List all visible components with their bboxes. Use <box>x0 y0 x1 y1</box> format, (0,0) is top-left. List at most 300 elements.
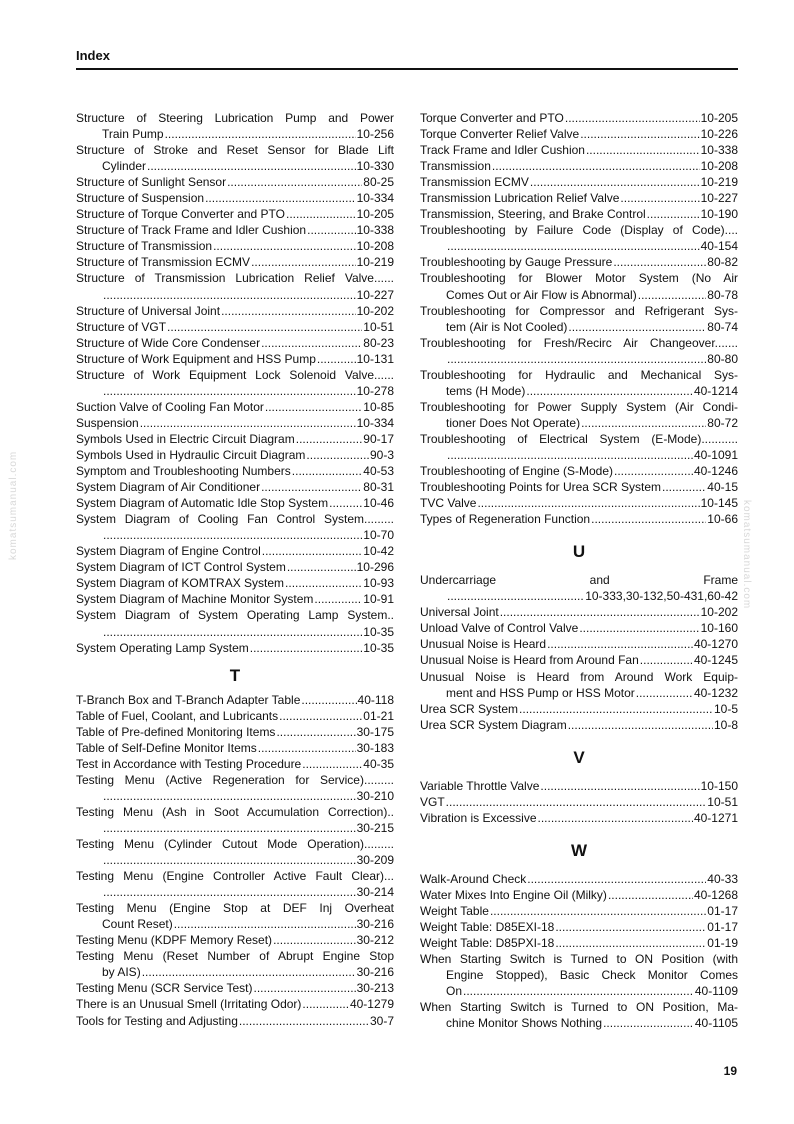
entry-page: 40-1246 <box>693 464 738 479</box>
entry-page: 40-1271 <box>693 810 738 825</box>
entry-page: 40-1245 <box>693 653 738 668</box>
entry-title: Structure of Stroke and Reset Sensor for Blade Lift <box>76 143 394 158</box>
dot-leader <box>640 652 693 668</box>
index-entry <box>76 206 394 222</box>
dot-leader <box>147 158 356 174</box>
index-entry-line <box>76 980 394 996</box>
index-entry-line <box>420 287 738 303</box>
dot-leader <box>580 126 699 142</box>
entry-page: 10-227 <box>700 191 738 206</box>
index-entry <box>76 772 394 804</box>
index-entry-line <box>420 495 738 511</box>
index-entry <box>76 932 394 948</box>
index-entry <box>76 351 394 367</box>
index-entry <box>420 174 738 190</box>
index-entry-line <box>420 701 738 717</box>
index-entry-line <box>76 916 394 932</box>
dot-leader <box>329 495 362 511</box>
dot-leader <box>302 756 362 772</box>
dot-leader <box>142 964 356 980</box>
entry-title: Testing Menu (Reset Number of Abrupt Engine Stop <box>76 949 394 964</box>
entry-title: Water Mixes Into Engine Oil (Milky) <box>420 887 607 902</box>
index-entry <box>76 836 394 868</box>
entry-title: Structure of Universal Joint <box>76 303 221 318</box>
section-heading-u: U <box>572 542 586 562</box>
entry-title: Universal Joint <box>420 605 499 620</box>
entry-title: Weight Table: D85EXI-18 <box>420 919 555 934</box>
dot-leader <box>490 903 706 919</box>
index-entry <box>76 900 394 932</box>
index-entry-line <box>420 511 738 527</box>
entry-title: TVC Valve <box>420 496 477 511</box>
dot-leader <box>250 640 363 656</box>
entry-title: Unusual Noise is Heard <box>420 637 547 652</box>
entry-title: Table of Self-Define Monitor Items <box>76 740 257 755</box>
index-entry-line <box>420 383 738 399</box>
header-rule <box>76 68 738 70</box>
dot-leader <box>279 708 362 724</box>
index-entry <box>420 511 738 527</box>
entry-title: chine Monitor Shows Nothing <box>446 1016 603 1031</box>
dot-leader <box>540 778 699 794</box>
entry-page: 10-46 <box>363 496 394 511</box>
index-entry-line <box>76 335 394 351</box>
index-group-s <box>76 110 394 656</box>
index-entry <box>420 717 738 733</box>
index-entry <box>420 335 738 367</box>
entry-page: 80-80 <box>707 351 738 366</box>
entry-title: ment and HSS Pump or HSS Motor <box>446 685 635 700</box>
dot-leader <box>500 604 700 620</box>
entry-title: Unload Valve of Control Valve <box>420 621 579 636</box>
index-entry-line <box>76 640 394 656</box>
index-entry <box>420 495 738 511</box>
index-entry-line <box>76 724 394 740</box>
index-entry-line <box>420 652 738 668</box>
index-column-left <box>76 110 394 1029</box>
entry-title: T-Branch Box and T-Branch Adapter Table <box>76 692 301 707</box>
index-entry-line <box>76 126 394 142</box>
dot-leader <box>296 431 363 447</box>
index-entry <box>420 871 738 887</box>
entry-page: 40-1270 <box>693 637 738 652</box>
dot-leader <box>662 479 706 495</box>
index-entry-line <box>76 431 394 447</box>
entry-page: 10-330 <box>356 159 394 174</box>
entry-page: 10-333,30-132,50-431,60-42 <box>585 589 738 604</box>
entry-page: 30-213 <box>356 981 394 996</box>
index-entry <box>420 479 738 495</box>
dot-leader <box>608 887 693 903</box>
dot-leader <box>581 415 706 431</box>
index-entry-line <box>420 254 738 270</box>
index-entry-line <box>76 591 394 607</box>
index-entry-line <box>420 238 738 254</box>
index-entry <box>420 794 738 810</box>
index-entry <box>420 604 738 620</box>
entry-page: 80-74 <box>707 319 738 334</box>
index-entry-line <box>420 983 738 999</box>
index-entry-line <box>420 158 738 174</box>
entry-page: 90-17 <box>363 431 394 446</box>
dot-leader <box>636 685 693 701</box>
entry-page: 10-190 <box>700 207 738 222</box>
entry-title: Types of Regeneration Function <box>420 512 591 527</box>
entry-page: 01-17 <box>707 919 738 934</box>
entry-title: Troubleshooting for Power Supply System (Air Condi- <box>420 399 738 414</box>
entry-title: System Diagram of Air Conditioner <box>76 480 261 495</box>
dot-leader <box>526 383 693 399</box>
entry-page: 30-216 <box>356 917 394 932</box>
dot-leader <box>519 701 713 717</box>
index-entry-line <box>76 575 394 591</box>
dot-leader <box>614 463 693 479</box>
index-entry <box>76 559 394 575</box>
dot-leader <box>174 916 356 932</box>
index-group-v <box>420 778 738 826</box>
entry-title: Undercarriage and Frame <box>420 573 738 588</box>
entry-title: Transmission <box>420 159 491 174</box>
entry-page: 40-35 <box>363 756 394 771</box>
dot-leader <box>302 996 349 1012</box>
index-entry <box>420 935 738 951</box>
entry-title: Testing Menu (SCR Service Test) <box>76 981 253 996</box>
dot-leader <box>258 740 356 756</box>
entry-title: There is an Unusual Smell (Irritating Odor) <box>76 997 302 1012</box>
index-entry <box>76 447 394 463</box>
entry-title: Testing Menu (Engine Controller Active Fault Clear)... <box>76 869 394 884</box>
entry-title: Troubleshooting for Fresh/Recirc Air Changeover....... <box>420 335 738 350</box>
entry-page: 10-5 <box>713 701 738 716</box>
index-entry <box>76 692 394 708</box>
entry-page: 30-212 <box>356 933 394 948</box>
entry-page: 10-42 <box>363 544 394 559</box>
index-entry <box>76 511 394 543</box>
index-entry-line <box>76 820 394 836</box>
entry-title: Structure of Transmission ECMV <box>76 255 251 270</box>
entry-page: 30-216 <box>356 965 394 980</box>
index-entry <box>76 980 394 996</box>
index-entry-line <box>420 887 738 903</box>
index-entry-line <box>420 463 738 479</box>
index-entry <box>76 724 394 740</box>
index-entry <box>420 367 738 399</box>
entry-page: 01-19 <box>707 936 738 951</box>
index-entry <box>76 948 394 980</box>
entry-page: 10-202 <box>700 605 738 620</box>
dot-leader <box>446 794 707 810</box>
entry-page: 40-33 <box>707 871 738 886</box>
entry-title: Urea SCR System Diagram <box>420 717 567 732</box>
dot-leader <box>292 463 363 479</box>
entry-page: 90-3 <box>369 447 394 462</box>
dot-leader <box>586 142 700 158</box>
dot-leader <box>286 206 356 222</box>
dot-leader <box>527 871 706 887</box>
section-heading-t: T <box>229 665 241 685</box>
index-entry-line <box>420 479 738 495</box>
index-entry-line <box>420 415 738 431</box>
index-entry <box>76 804 394 836</box>
entry-page: 40-53 <box>363 464 394 479</box>
index-entry-line <box>76 479 394 495</box>
entry-page: 10-334 <box>356 415 394 430</box>
entry-page: 10-208 <box>356 239 394 254</box>
dot-leader <box>103 527 362 543</box>
entry-title: Comes Out or Air Flow is Abnormal) <box>446 287 637 302</box>
entry-page: 10-66 <box>707 512 738 527</box>
index-entry-line <box>76 447 394 463</box>
entry-page: 01-17 <box>707 903 738 918</box>
entry-title: Weight Table: D85PXI-18 <box>420 936 555 951</box>
index-entry <box>76 142 394 174</box>
entry-page: 80-31 <box>363 480 394 495</box>
index-entry-line <box>76 399 394 415</box>
index-entry-line <box>420 190 738 206</box>
entry-title: Troubleshooting of Electrical System (E-Mode)........... <box>420 431 738 446</box>
dot-leader <box>103 287 356 303</box>
entry-page: 10-296 <box>356 560 394 575</box>
entry-page: 01-21 <box>363 708 394 723</box>
index-entry <box>420 254 738 270</box>
index-entry <box>420 636 738 652</box>
index-entry-line <box>76 788 394 804</box>
dot-leader <box>638 287 707 303</box>
index-entry-line <box>420 1015 738 1031</box>
dot-leader <box>447 238 700 254</box>
entry-title: Track Frame and Idler Cushion <box>420 143 585 158</box>
entry-title: Symbols Used in Hydraulic Circuit Diagram <box>76 447 306 462</box>
index-entry <box>420 652 738 668</box>
index-entry-line <box>420 142 738 158</box>
entry-page: 10-35 <box>363 640 394 655</box>
entry-title: Test in Accordance with Testing Procedure <box>76 756 302 771</box>
entry-page: 40-1105 <box>694 1016 738 1031</box>
index-entry-line <box>76 884 394 900</box>
dot-leader <box>140 415 356 431</box>
dot-leader <box>547 636 693 652</box>
entry-title: Troubleshooting for Compressor and Refrigerant Sys- <box>420 303 738 318</box>
dot-leader <box>463 983 694 999</box>
index-entry <box>76 335 394 351</box>
dot-leader <box>205 190 356 206</box>
index-entry-line <box>420 935 738 951</box>
entry-title: Train Pump <box>102 127 164 142</box>
entry-page: 40-15 <box>707 480 738 495</box>
index-entry-line <box>76 254 394 270</box>
entry-page: 10-334 <box>356 191 394 206</box>
dot-leader <box>265 399 362 415</box>
index-group-w <box>420 871 738 1031</box>
entry-page: 10-145 <box>700 496 738 511</box>
index-group-t-cont <box>420 110 738 527</box>
entry-page: 80-78 <box>707 287 738 302</box>
entry-page: 30-214 <box>356 885 394 900</box>
entry-title: Troubleshooting for Blower Motor System (No Air <box>420 271 738 286</box>
entry-page: 10-219 <box>700 175 738 190</box>
index-entry <box>420 951 738 999</box>
entry-page: 40-1109 <box>694 984 738 999</box>
index-entry <box>76 607 394 639</box>
index-entry-line <box>76 238 394 254</box>
dot-leader <box>103 624 362 640</box>
index-entry <box>420 620 738 636</box>
entry-title: Symptom and Troubleshooting Numbers <box>76 464 291 479</box>
index-entry-line <box>420 620 738 636</box>
entry-page: 10-219 <box>356 255 394 270</box>
index-entry-line <box>76 964 394 980</box>
entry-title: When Starting Switch is Turned to ON Position (with <box>420 952 738 967</box>
index-entry-line <box>76 287 394 303</box>
entry-page: 10-226 <box>700 127 738 142</box>
entry-title: Unusual Noise is Heard from Around Work Equip- <box>420 669 738 684</box>
entry-page: 10-8 <box>713 717 738 732</box>
index-entry <box>76 270 394 302</box>
index-column-right <box>420 110 738 1031</box>
watermark-right: komatsumanual.com <box>741 500 752 610</box>
index-entry-line <box>420 636 738 652</box>
index-entry-line <box>76 527 394 543</box>
index-entry <box>420 463 738 479</box>
index-entry <box>76 254 394 270</box>
index-entry <box>76 463 394 479</box>
dot-leader <box>227 174 362 190</box>
dot-leader <box>167 319 362 335</box>
dot-leader <box>555 919 706 935</box>
dot-leader <box>492 158 700 174</box>
index-entry <box>420 206 738 222</box>
entry-title: When Starting Switch is Turned to ON Position, Ma- <box>420 1000 738 1015</box>
dot-leader <box>301 692 356 708</box>
dot-leader <box>530 174 700 190</box>
entry-page: 10-70 <box>363 528 394 543</box>
entry-title: Structure of Transmission <box>76 239 213 254</box>
index-group-t <box>76 692 394 1029</box>
index-entry-line <box>76 740 394 756</box>
entry-page: 80-25 <box>363 175 394 190</box>
dot-leader <box>620 190 699 206</box>
entry-title: Structure of Transmission Lubrication Relief Valve...... <box>76 271 394 286</box>
entry-title: Testing Menu (Engine Stop at DEF Inj Overheat <box>76 901 394 916</box>
entry-page: 10-93 <box>363 576 394 591</box>
entry-title: System Diagram of ICT Control System <box>76 560 286 575</box>
index-entry-line <box>76 932 394 948</box>
dot-leader <box>314 591 362 607</box>
entry-page: 30-215 <box>356 820 394 835</box>
index-entry <box>420 669 738 701</box>
entry-title: Table of Pre-defined Monitoring Items <box>76 724 276 739</box>
section-heading-w: W <box>570 840 588 860</box>
entry-title: Table of Fuel, Coolant, and Lubricants <box>76 708 279 723</box>
index-entry <box>76 543 394 559</box>
index-entry <box>420 810 738 826</box>
dot-leader <box>591 511 706 527</box>
index-entry-line <box>420 903 738 919</box>
index-entry <box>76 399 394 415</box>
entry-title: Torque Converter Relief Valve <box>420 127 580 142</box>
index-entry-line <box>420 319 738 335</box>
entry-title: Structure of Steering Lubrication Pump and Power <box>76 111 394 125</box>
index-entry <box>76 110 394 142</box>
entry-page: 10-91 <box>363 592 394 607</box>
index-entry <box>420 701 738 717</box>
index-entry <box>420 399 738 431</box>
entry-title: Troubleshooting of Engine (S-Mode) <box>420 464 613 479</box>
dot-leader <box>261 479 362 495</box>
index-entry-line <box>76 190 394 206</box>
index-entry-line <box>420 685 738 701</box>
index-entry-line <box>420 794 738 810</box>
index-entry-line <box>76 303 394 319</box>
index-entry <box>76 303 394 319</box>
dot-leader <box>251 254 356 270</box>
entry-title: Urea SCR System <box>420 701 519 716</box>
entry-title: by AIS) <box>102 965 141 980</box>
entry-title: tioner Does Not Operate) <box>446 415 581 430</box>
index-entry-line <box>420 174 738 190</box>
entry-page: 30-175 <box>356 724 394 739</box>
entry-page: 10-51 <box>363 319 394 334</box>
dot-leader <box>254 980 356 996</box>
index-entry-line <box>420 810 738 826</box>
index-entry-line <box>76 996 394 1012</box>
dot-leader <box>477 495 699 511</box>
entry-title: System Diagram of Engine Control <box>76 544 261 559</box>
entry-title: Transmission, Steering, and Brake Control <box>420 207 646 222</box>
index-entry <box>420 222 738 254</box>
index-entry-line <box>76 206 394 222</box>
index-entry <box>76 591 394 607</box>
index-entry <box>420 919 738 935</box>
index-entry <box>420 270 738 302</box>
entry-page: 10-85 <box>363 399 394 414</box>
index-entry <box>76 495 394 511</box>
entry-page: 80-72 <box>707 415 738 430</box>
index-entry <box>76 190 394 206</box>
index-entry <box>76 174 394 190</box>
index-entry-line <box>76 1013 394 1029</box>
index-entry <box>420 158 738 174</box>
entry-title: Troubleshooting Points for Urea SCR System <box>420 480 661 495</box>
index-entry-line <box>76 222 394 238</box>
entry-title: System Diagram of KOMTRAX System <box>76 576 285 591</box>
index-entry-line <box>76 852 394 868</box>
index-entry <box>76 319 394 335</box>
entry-title: Testing Menu (Cylinder Cutout Mode Operation)......... <box>76 837 394 852</box>
entry-page: 40-118 <box>357 692 394 707</box>
entry-page: 40-1214 <box>693 383 738 398</box>
entry-page: 10-150 <box>700 778 738 793</box>
entry-title: Walk-Around Check <box>420 871 527 886</box>
entry-page: 40-1232 <box>693 685 738 700</box>
entry-page: 10-35 <box>363 624 394 639</box>
dot-leader <box>447 447 693 463</box>
entry-title: Torque Converter and PTO <box>420 111 564 125</box>
entry-title: Suction Valve of Cooling Fan Motor <box>76 399 264 414</box>
entry-page: 10-202 <box>356 303 394 318</box>
dot-leader <box>568 319 706 335</box>
index-entry <box>420 999 738 1031</box>
index-entry-line <box>420 871 738 887</box>
dot-leader <box>261 335 362 351</box>
dot-leader <box>565 110 700 126</box>
dot-leader <box>603 1015 694 1031</box>
entry-title: Transmission ECMV <box>420 175 529 190</box>
entry-title: tems (H Mode) <box>446 383 526 398</box>
entry-page: 40-1279 <box>349 997 394 1012</box>
index-entry-line <box>420 919 738 935</box>
entry-title: Transmission Lubrication Relief Valve <box>420 191 620 206</box>
